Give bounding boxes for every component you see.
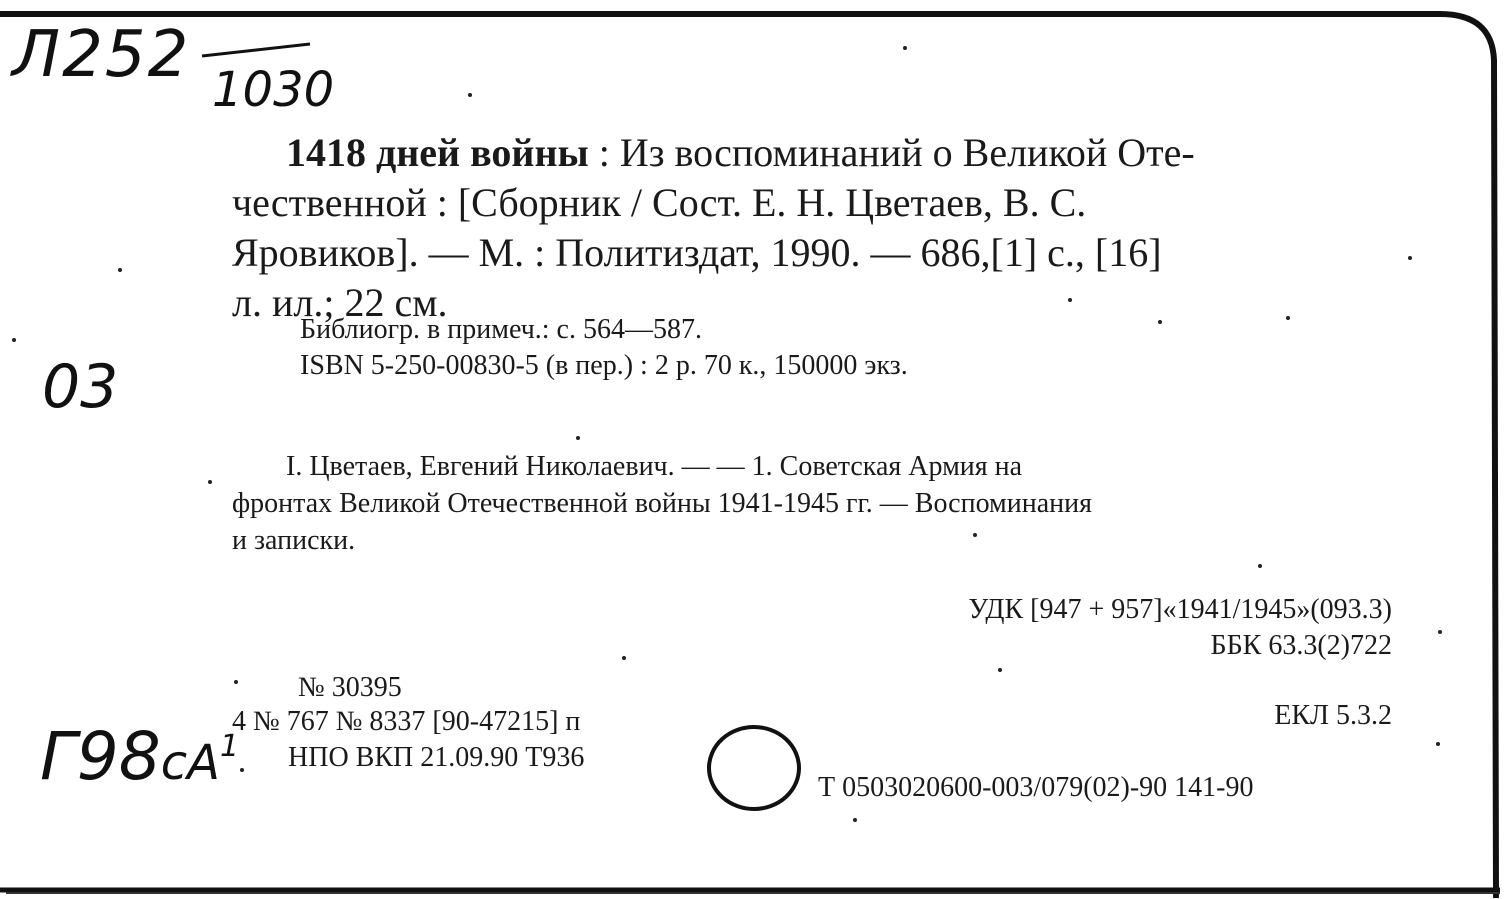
print-number: № 30395	[298, 672, 402, 703]
bbk-code: ББК 63.3(2)722	[1210, 630, 1392, 661]
record-line-4: л. ил.; 22 см.	[232, 280, 448, 325]
tracing-line-3: и записки.	[232, 525, 356, 556]
handwritten-shelfmark: Л252	[12, 18, 191, 92]
author-mark-main: Г98	[40, 718, 161, 795]
record-title: 1418 дней войны	[286, 130, 589, 175]
tracing-line-1: I. Цветаев, Евгений Николаевич. — — 1. Советская Армия на	[286, 451, 1023, 482]
ekl-code: ЕКЛ 5.3.2	[1274, 700, 1392, 731]
record-line-3: Яровиков]. — М. : Политиздат, 1990. — 686,[1] с., [16]	[232, 230, 1162, 275]
t-code: Т 0503020600-003/079(02)-90 141-90	[818, 772, 1254, 803]
print-line-2: 4 № 767 № 8337 [90-47215] п	[232, 706, 581, 737]
isbn-note: ISBN 5-250-00830-5 (в пер.) : 2 р. 70 к., 150000 экз.	[300, 350, 908, 381]
udk-code: УДК [947 + 957]«1941/1945»(093.3)	[968, 594, 1392, 625]
author-mark-superscript: 1	[220, 729, 240, 764]
print-line-3: НПО ВКП 21.09.90 Т936	[288, 742, 585, 773]
handwritten-class-mark: 03	[42, 352, 119, 422]
record-line-2: чественной : [Сборник / Сост. Е. Н. Цветаев, В. С.	[232, 180, 1087, 225]
tracing-line-2: фронтах Великой Отечественной войны 1941-1945 гг. — Воспоминания	[232, 488, 1093, 519]
author-mark-suffix: сА	[160, 735, 220, 791]
bibliography-note: Библиогр. в примеч.: с. 564—587.	[300, 314, 702, 345]
handwritten-shelfmark-denominator: 1030	[212, 62, 335, 118]
record-subtitle: : Из воспоминаний о Великой Оте-	[588, 130, 1195, 175]
